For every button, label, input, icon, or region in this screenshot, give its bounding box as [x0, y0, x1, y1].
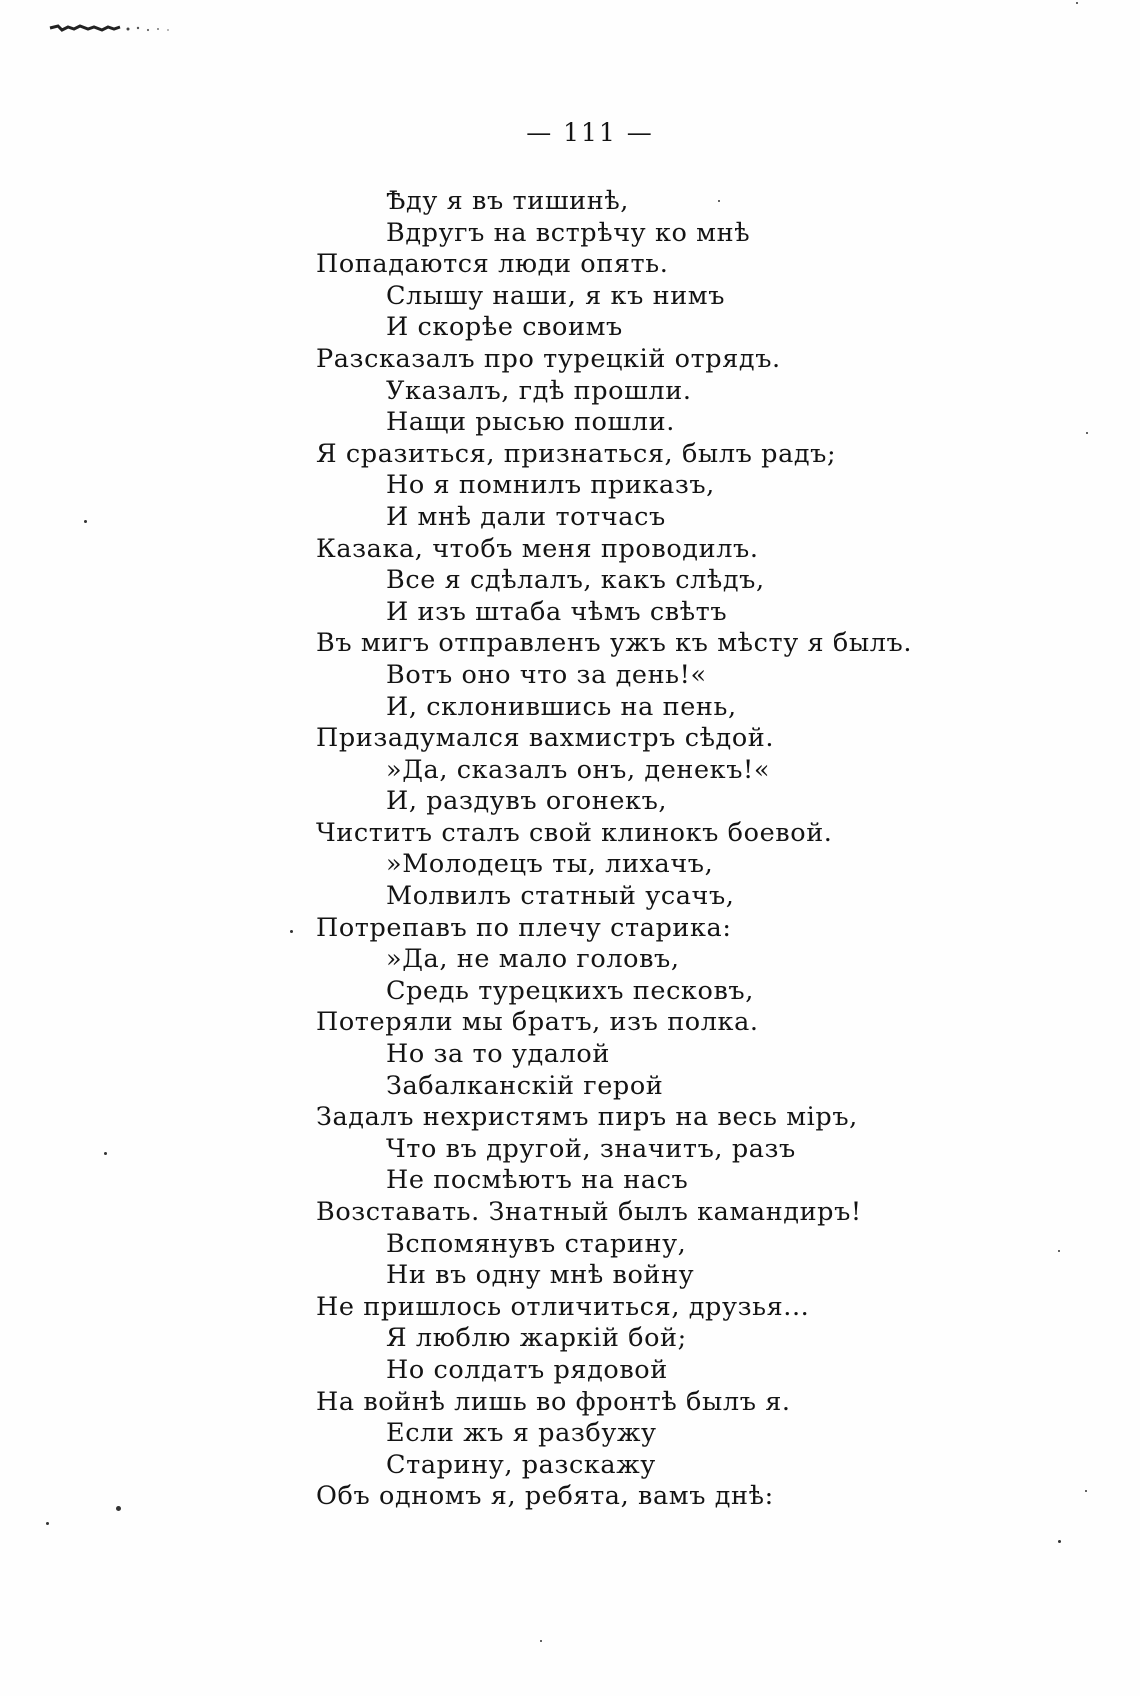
paper-speck — [540, 1640, 542, 1642]
poem-line: Попадаются люди опять. — [316, 249, 669, 280]
paper-speck — [104, 1152, 107, 1155]
poem-text — [316, 186, 1016, 1513]
poem-line: И, склонившись на пень, — [386, 691, 737, 722]
paper-speck — [1058, 1250, 1060, 1252]
paper-speck — [1085, 1490, 1087, 1492]
poem-line: Забалканскій герой — [386, 1070, 664, 1101]
page-number: — 111 — — [526, 118, 654, 147]
poem-line: Ѣду я въ тишинѣ, — [386, 186, 629, 216]
poem-line: Объ одномъ я, ребята, вамъ днѣ: — [316, 1481, 774, 1512]
poem-line: Я сразиться, признаться, былъ радъ; — [316, 438, 837, 469]
poem-line: И скорѣе своимъ — [386, 312, 623, 343]
poem-line: Казака, чтобъ меня проводилъ. — [316, 533, 759, 564]
poem-line: Я люблю жаркій бой; — [386, 1323, 687, 1354]
poem-line: И, раздувъ огонекъ, — [386, 786, 668, 817]
poem-line: »Да, сказалъ онъ, денекъ!« — [386, 754, 771, 785]
poem-line: На войнѣ лишь во фронтѣ былъ я. — [316, 1386, 791, 1417]
paper-speck — [84, 520, 87, 523]
poem-line: Средь турецкихъ песковъ, — [386, 975, 754, 1006]
poem-line: Старину, разскажу — [386, 1449, 656, 1480]
poem-line: Не посмѣютъ на насъ — [386, 1165, 689, 1196]
poem-line: Не пришлось отличиться, друзья... — [316, 1291, 810, 1322]
poem-line: Ни въ одну мнѣ войну — [386, 1260, 695, 1291]
poem-line: Потрепавъ по плечу старика: — [316, 912, 732, 943]
poem-line: Въ мигъ отправленъ ужъ къ мѣсту я былъ. — [316, 628, 913, 659]
poem-line: »Молодецъ ты, лихачъ, — [386, 849, 714, 880]
poem-line: Но я помнилъ приказъ, — [386, 470, 715, 501]
poem-line: Слышу наши, я къ нимъ — [386, 280, 726, 311]
poem-line: Что въ другой, значитъ, разъ — [386, 1133, 796, 1164]
poem-line: Нащи рысью пошли. — [386, 407, 675, 438]
poem-line: Задалъ нехристямъ пиръ на весь міръ, — [316, 1102, 858, 1133]
paper-speck — [1058, 1540, 1061, 1543]
poem-line: Указалъ, гдѣ прошли. — [386, 375, 692, 406]
poem-line: Вотъ оно что за день!« — [386, 659, 707, 690]
poem-line: Потеряли мы братъ, изъ полка. — [316, 1007, 759, 1038]
poem-line: И изъ штаба чѣмъ свѣтъ — [386, 596, 728, 627]
poem-line: Чиститъ сталъ свой клинокъ боевой. — [316, 817, 833, 848]
poem-line: Разсказалъ про турецкій отрядъ. — [316, 343, 781, 374]
paper-speck — [1076, 2, 1078, 4]
paper-speck — [718, 200, 720, 202]
poem-line: Молвилъ статный усачъ, — [386, 881, 735, 912]
poem-line: Но солдатъ рядовой — [386, 1354, 668, 1385]
poem-line: Но за то удалой — [386, 1039, 610, 1070]
poem-line: Возставать. Знатный былъ камандиръ! — [316, 1197, 862, 1227]
poem-line: Призадумался вахмистръ сѣдой. — [316, 723, 775, 754]
poem-line: И мнѣ дали тотчасъ — [386, 501, 666, 532]
paper-speck — [1086, 432, 1088, 434]
poem-line: Все я сдѣлалъ, какъ слѣдъ, — [386, 565, 765, 596]
paper-speck — [116, 1506, 121, 1511]
paper-speck — [46, 1522, 49, 1525]
poem-line: Вспомянувъ старину, — [386, 1228, 687, 1259]
poem-line: »Да, не мало головъ, — [386, 944, 680, 975]
ink-smudge-mark — [48, 22, 188, 36]
poem-line: Если жъ я разбужу — [386, 1418, 657, 1449]
paper-speck — [290, 930, 293, 933]
poem-line: Вдругъ на встрѣчу ко мнѣ — [386, 217, 751, 248]
